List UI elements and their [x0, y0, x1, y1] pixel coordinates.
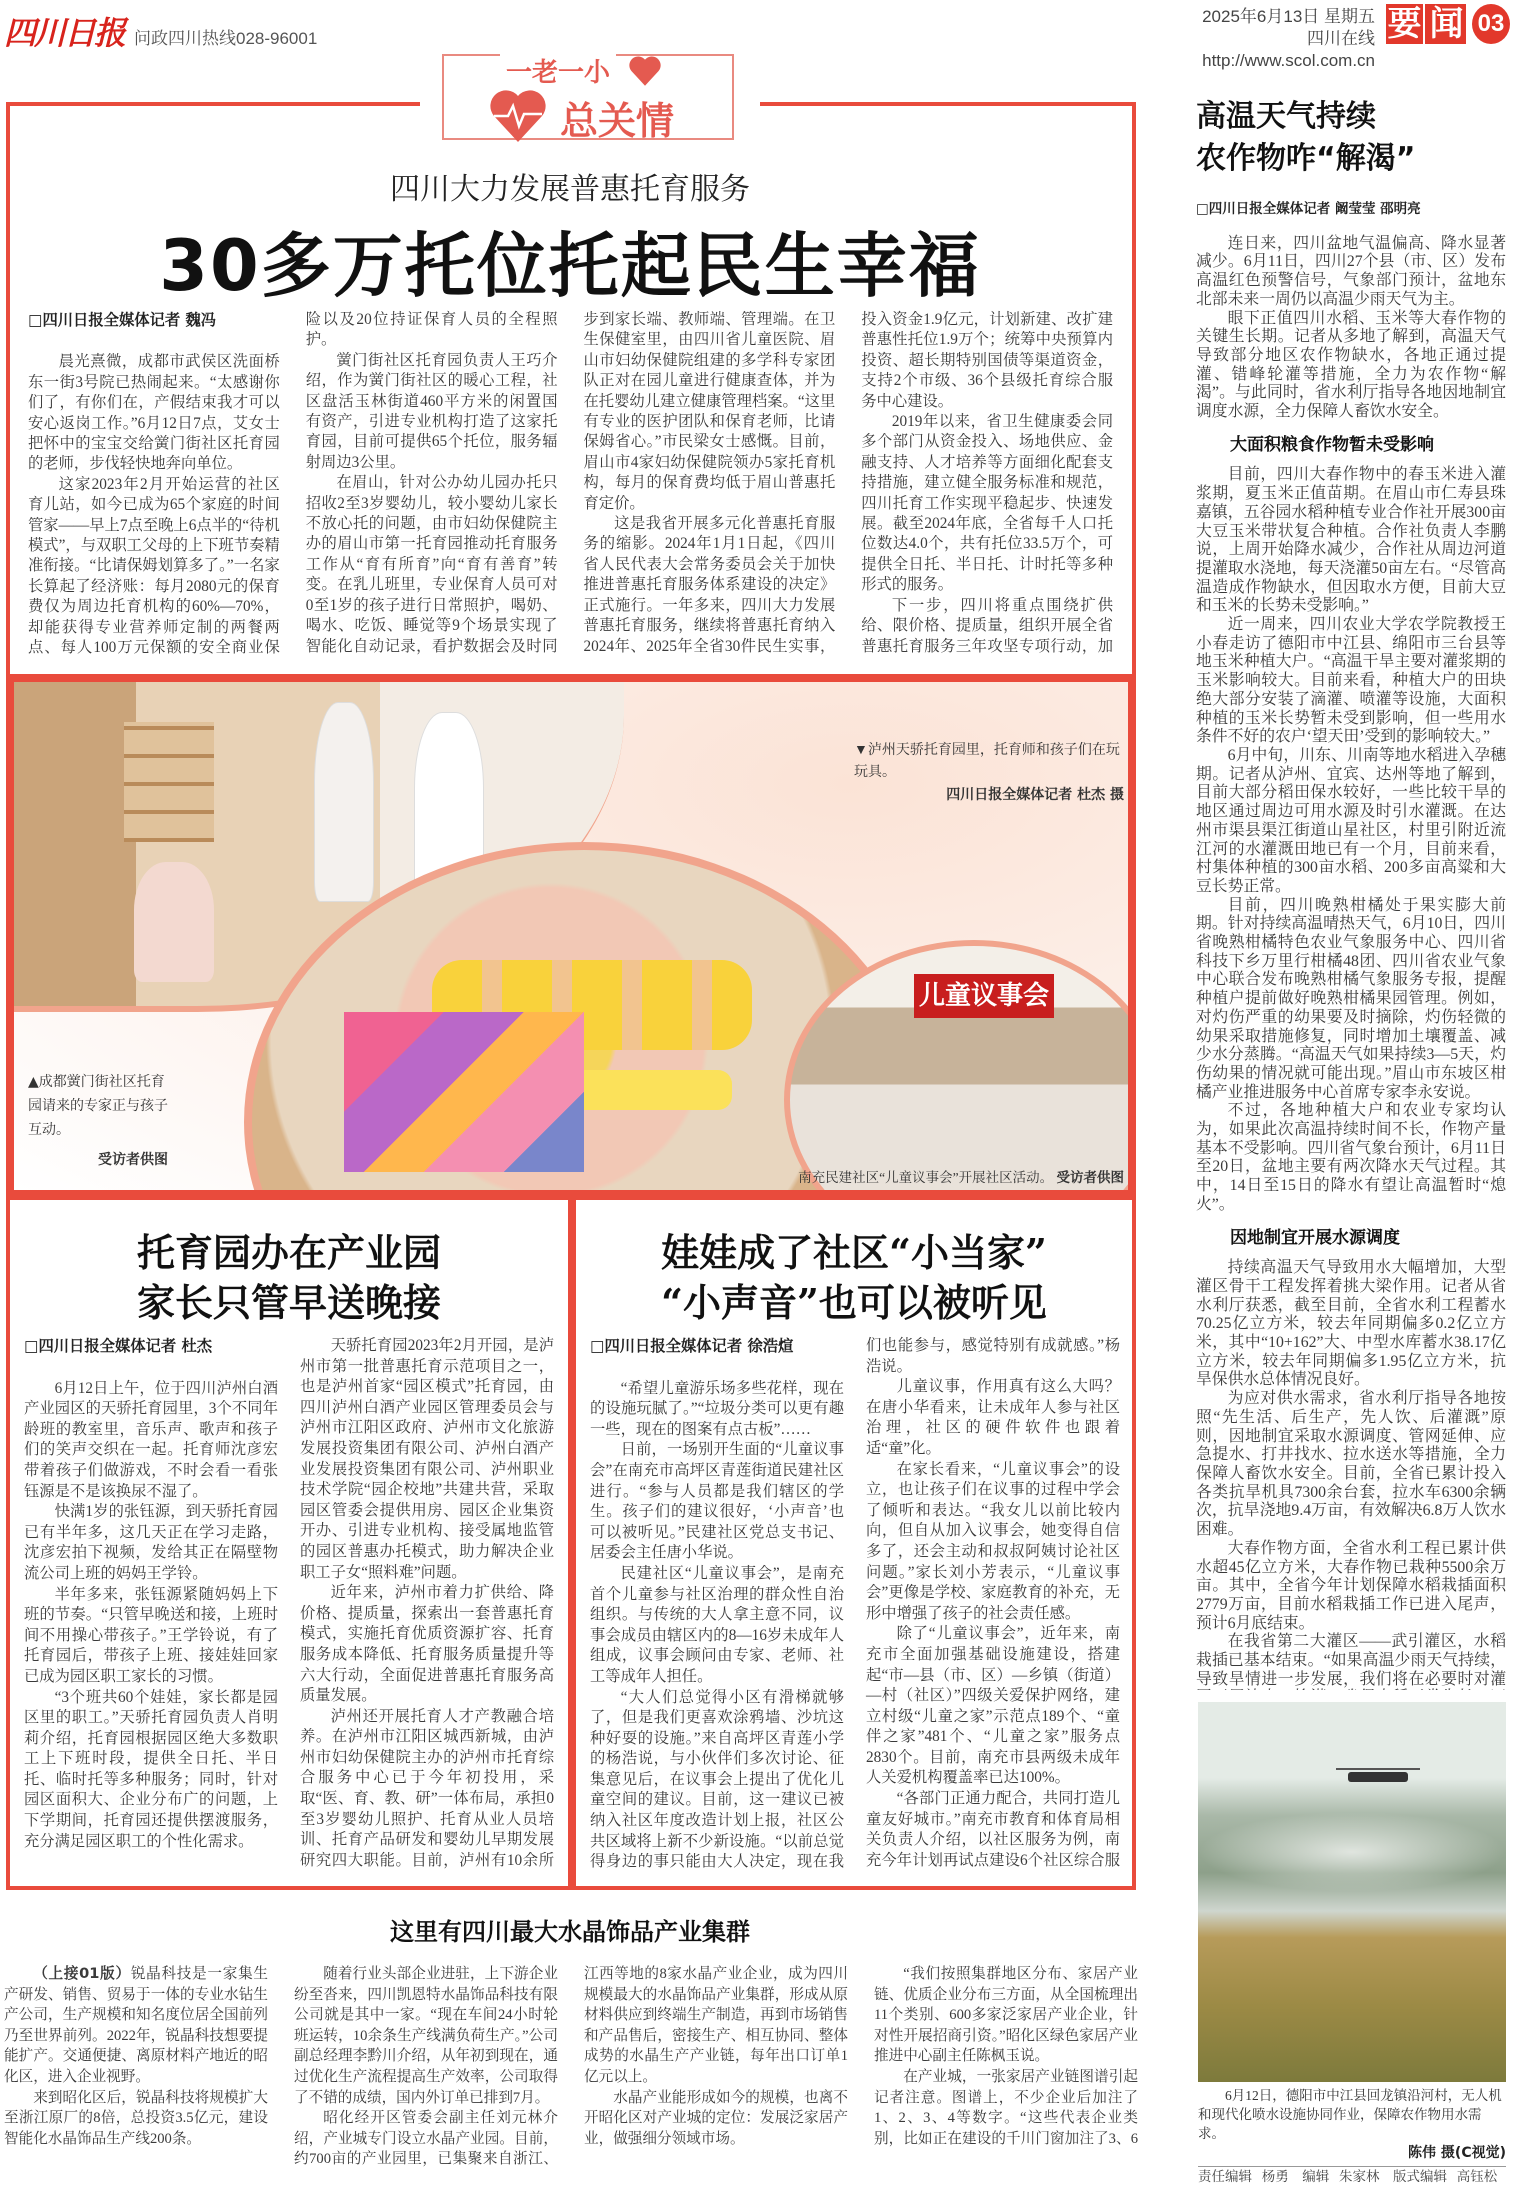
paragraph: 这家2023年2月开始运营的社区育儿站，如今已成为65个家庭的时间管家——早上7点至晚上6点半的“待机模式”，与双职工父母的上下班节奏精准衔接。“比请保姆划算多了。”一名家长算起了经济账：每月2080元的保育费仅为周边托育机构的60%—70%，却能获得专业营养师定制的两餐两点、每人100万元保额的安全商业保险以及20位持证保育人员的全程照护。	[28, 311, 558, 657]
paragraph: 来到昭化区后，锐晶科技将规模扩大至浙江原厂的8倍，总投资3.5亿元，建设智能化水晶饰品生产线200条。	[4, 2089, 268, 2147]
paragraph: “我们按照集群地区分布、家居产业链、优质企业分布三方面，从全国梳理出11个类别、600多家泛家居产业企业，针对性开展招商引资。”昭化区绿色家居产业推进中心副主任陈枫玉说。	[874, 1966, 1138, 2065]
sidebar-body	[1196, 200, 1506, 1690]
photo-caption-left	[28, 1070, 168, 1172]
paragraph-list	[28, 310, 1113, 674]
paragraph: “大人们总觉得小区有滑梯就够了，但是我们更喜欢涂鸦墙、沙坑这种好耍的设施。”来自高坪区青莲小学的杨浩说，与小伙伴们多次讨论、征集意见后，在议事会上提出了优化儿童空间的建议。目前，这一建议已被纳入社区年度改造计划上报，社区公共区域将上新不少新设施。“以前总觉得身边的事只能由大人决定，现在我们也能参与，感觉特别有成就感。”杨浩说。	[590, 1337, 1120, 1871]
paragraph: 晨光熹微，成都市武侯区洗面桥东一街3号院已热闹起来。“太感谢你们了，有你们在，产假结束我才可以安心返岗工作。”6月12日7点，艾女士把怀中的宝宝交给黉门街社区托育园的老师，步伐轻快地奔向单位。	[28, 353, 280, 473]
story-headline	[10, 1228, 568, 1328]
sidebar-photo-caption: 6月12日，德阳市中江县回龙镇沿河村，无人机和现代化喷水设施协同作业，保障农作物用水需求。	[1198, 2088, 1502, 2141]
paragraph: 目前，四川大春作物中的春玉米进入灌浆期，夏玉米正值苗期。在眉山市仁寿县珠嘉镇，五谷园水稻种植专业合作社开展300亩大豆玉米带状复合种植。合作社负责人李鹏说，上周开始降水减少，合作社从周边河道提灌取水浇地，每天浇灌50亩左右。“尽管高温造成作物缺水，但因取水方便，目前大豆和玉米的长势未受影响。”	[1196, 466, 1506, 615]
photo-credit: 四川日报全媒体记者 杜杰 摄	[946, 787, 1124, 803]
paragraph-list	[4, 1964, 1138, 2185]
paragraph: 民建社区“儿童议事会”，是南充首个儿童参与社区治理的群众性自治组织。与传统的大人拿主意不同，议事会成员由辖区内的8—16岁未成年人组成，议事会顾问由专家、老师、社工等成年人担任。	[590, 1564, 844, 1685]
date-text: 2025年6月13日 星期五	[1202, 7, 1375, 26]
caption-text: ▲成都黉门街社区托育园请来的专家正与孩子互动。	[28, 1074, 168, 1138]
website-link[interactable]: 四川在线http://www.scol.com.cn	[1202, 29, 1375, 70]
photo-credit: 受访者供图	[1056, 1170, 1124, 1186]
paragraph: 在产业城，一张家居产业链图谱引起记者注意。图谱上，不少企业后加注了1、2、3、4等数字。“这些代表企业类别，比如正在建设的千川门窗加注了3、6	[874, 2068, 1138, 2147]
paragraph: 天骄托育园2023年2月开园，是泸州市第一批普惠托育示范项目之一，也是泸州首家“园区模式”托育园，由四川泸州白酒产业园区管理委员会与泸州市江阳区政府、泸州市文化旅游发展投资集团有限公司、泸州白酒产业发展投资集团有限公司、泸州职业技术学院“园企校地”共建共营，采取园区管委会提供用房、园区企业集资开办、引进专业机构、接受属地监管的园区普惠办托模式，助力解决企业职工子女“照料难”问题。	[300, 1337, 554, 1581]
foam-blocks	[344, 1012, 584, 1172]
paragraph: 在家长看来，“儿童议事会”的设立，也让孩子们在议事的过程中学会了倾听和表达。“我女儿以前比较内向，但自从加入议事会，她变得自信多了，还会主动和叔叔阿姨讨论社区问题。”家长刘小芳表示，“儿童议事会”更像是学校、家庭教育的补充，无形中增强了孩子的社会责任感。	[866, 1460, 1120, 1622]
section-char: 要	[1386, 4, 1425, 44]
editors-line: 责任编辑 杨勇 编辑 朱家林 版式编辑 高钰松	[1198, 2166, 1506, 2185]
paragraph: 除了“儿童议事会”，近年来，南充市全面加强基础设施建设，搭建起“市—县（市、区）—乡镇（街道）—村（社区）”四级关爱保护网络，建立村级“儿童之家”示范点189个、“童伴之家”481个、“儿童之家”服务点2830个。目前，南充市县两级未成年人关爱机构覆盖率已达100%。	[866, 1625, 1120, 1787]
headline-line: 农作物咋“解渴”	[1196, 141, 1416, 176]
lead-kicker: 四川大力发展普惠托育服务	[390, 172, 750, 207]
photo-credit: 受访者供图	[98, 1152, 168, 1168]
paragraph-list	[1196, 466, 1506, 1214]
byline: □四川日报全媒体记者 徐浩煊	[590, 1337, 794, 1355]
section-char: 闻	[1427, 4, 1466, 44]
sidebar-headline	[1196, 96, 1415, 180]
paragraph: 目前，四川晚熟柑橘处于果实膨大前期。针对持续高温晴热天气，6月10日，四川省晚熟柑橘特色农业气象服务中心、四川省科技下乡万里行柑橘48团、四川省农业气象中心联合发布晚熟柑橘气象服务专报，提醒种植户提前做好晚熟柑橘果园管理。例如，对灼伤严重的幼果要及时摘除，灼伤轻微的幼果采取措施修复，同时增加土壤覆盖、减少水分蒸腾。“高温天气如果持续3—5天，灼伤幼果的情况就可能出现。”眉山市东坡区柑橘产业推进服务中心首席专家李永安说。	[1196, 896, 1506, 1101]
paragraph: 大春作物方面，全省水利工程已累计供水超45亿立方米，大春作物已栽种5500余万亩。其中，全省今年计划保障水稻栽插面积2779万亩，目前水稻栽插工作已进入尾声，预计6月底结束。	[1196, 1539, 1506, 1632]
byline: □四川日报全媒体记者 阚莹莹 邵明亮	[1196, 201, 1421, 217]
page-number: 03	[1472, 4, 1510, 44]
mist	[1198, 1812, 1506, 1892]
paragraph-list	[1196, 1259, 1506, 1690]
story-body	[590, 1336, 1120, 1876]
story-industrial-park	[6, 1196, 572, 1890]
photo-drone-irrigation	[1198, 1702, 1506, 2082]
subhead: 因地制宜开展水源调度	[1230, 1227, 1400, 1248]
paragraph: 6月中旬，川东、川南等地水稻进入孕穗期。记者从泸州、宜宾、达州等地了解到，目前大部分稻田保水较好，一些比较干旱的地区通过周边可用水源及时引水灌溉。在达州市渠县渠江街道山星社区，村里引附近流江河的水灌溉田地已有一个月，目前来看，村集体种植的300亩水稻、200多亩高粱和大豆长势正常。	[1196, 746, 1506, 895]
badge-top-text: 一老一小	[500, 52, 616, 89]
headline-line: 托育园办在产业园	[136, 1230, 441, 1275]
paragraph-list	[24, 1336, 554, 1876]
paragraph-list	[1196, 235, 1506, 422]
paragraph: 随着行业头部企业进驻，上下游企业纷至沓来，四川凯恩特水晶饰品科技有限公司就是其中一家。“现在车间24小时轮班运转，10余条生产线满负荷生产。”公司副总经理李黔川介绍，从年初到现在，通过优化生产流程提高生产效率，公司取得了不错的成绩，国内外订单已排到7月。	[294, 1966, 558, 2106]
small-heart-icon	[628, 54, 662, 88]
paragraph: 下一步，四川将重点围绕扩供给、限价格、提质量，组织开展全省普惠托育服务三年攻坚专项行动，加	[861, 596, 1113, 655]
paragraph: 2019年以来，省卫生健康委会同多个部门从资金投入、场地供应、金融支持、人才培养等方面细化配套支持措施，建立健全服务标准和规范，四川托育工作实现平稳起步、快速发展。截至2024年底，全省每千人口托位数达4.0个，共有托位33.5万个，可提供全日托、半日托、计时托等多种形式的服务。	[861, 413, 1113, 594]
paragraph: 在我省第二大灌区——武引灌区，水稻栽插已基本结束。“如果高温少雨天气持续，导致旱情进一步发展，我们将在必要时对灌	[1196, 1633, 1506, 1688]
heart-pulse-icon	[488, 86, 548, 146]
paragraph: 6月12日上午，位于四川泸州白酒产业园区的天骄托育园里，3个不同年龄班的教室里，音乐声、歌声和孩子们的笑声交织在一起。托育师沈彦宏带着孩子们做游戏，不时会看一看张钰源是不是该换尿不湿了。	[24, 1379, 278, 1500]
headline-line: 家长只管早送晚接	[136, 1280, 441, 1325]
paragraph: 近一周来，四川农业大学农学院教授王小春走访了德阳市中江县、绵阳市三台县等地玉米种植大户。“高温干旱主要对灌浆期的玉米影响较大。目前来看，种植大户的田块绝大部分安装了滴灌、喷灌等设施，大面积种植的玉米长势暂未受到影响，但一些用水条件不好的农户‘望天田’受到的影响较大。”	[1196, 616, 1506, 746]
paragraph: 日前，一场别开生面的“儿童议事会”在南充市高坪区青莲街道民建社区进行。“参与人员都是我们辖区的学生。孩子们的建议很好，‘小声音’也可以被听见。”民建社区党总支书记、居委会主任唐小华说。	[590, 1441, 844, 1562]
paragraph: 黉门街社区托育园负责人王巧介绍，作为黉门街社区的暖心工程，社区盘活玉林街道460平方米的闲置国有资产，引进专业机构打造了这家托育园，目前可提供65个托位，服务辐射周边3公里。	[305, 351, 558, 471]
council-sign: 儿童议事会	[914, 974, 1054, 1018]
paragraph: 近年来，泸州市着力扩供给、降价格、提质量，探索出一套普惠托育模式，实施托育优质资源扩容、托育服务成本降低、托育服务质量提升等六大行动，全面促进普惠托育服务高质量发展。	[300, 1584, 554, 1705]
paragraph: 儿童议事，作用真有这么大吗？在唐小华看来，让未成年人参与社区治理，社区的硬件软件也跟着适“童”化。	[866, 1378, 1120, 1457]
shelf	[124, 722, 214, 842]
badge-main-text: 总关情	[560, 99, 675, 143]
paragraph: 昭化经开区管委会副主任刘元林介绍，产业城专门设立水晶产业园。目前，约700亩的产业园里，已集聚来自浙江、江西等地的8家水晶产业企业，成为四川规模最大的水晶饰品产业集群，形成从原材料供应到终端生产制造，再到市场销售和产品售后，密接生产、相互协同、整体成势的水晶生产产业链，每年出口订单1亿元以上。	[294, 1966, 848, 2168]
paragraph: 连日来，四川盆地气温偏高、降水显著减少。6月11日，四川27个县（市、区）发布高温红色预警信号，气象部门预计，盆地东北部未来一周仍以高温少雨天气为主。	[1196, 234, 1506, 308]
caption-text: 南充民建社区“儿童议事会”开展社区活动。	[798, 1170, 1054, 1185]
paragraph: 泸州还开展托育人才产教融合培养。在泸州市江阳区城西新城，由泸州市妇幼保健院主办的泸州市托育综合服务中心已于今年初投用，采取“医、育、教、研”一体布局，承担0至3岁婴幼儿照护、托育从业人员培训、托育产品研发和婴幼儿早期发展研究四大职能。目前，泸州有10余所	[300, 1707, 554, 1869]
byline: □四川日报全媒体记者 杜杰	[24, 1337, 213, 1355]
continued-from-tag: （上接01版）	[33, 1965, 131, 1982]
photo-caption-bottom-right	[774, 1166, 1124, 1186]
story-headline	[576, 1228, 1132, 1328]
byline: □四川日报全媒体记者 魏冯	[28, 311, 217, 329]
hotline: 问政四川热线028-96001	[134, 29, 318, 48]
person	[314, 702, 374, 902]
paragraph-list	[590, 1336, 1120, 1876]
sidebar-photo-credit: 陈伟 摄(C视觉)	[1408, 2145, 1506, 2161]
paragraph: 不过，各地种植大户和农业专家均认为，如果此次高温持续时间不长，作物产量基本不受影响。四川省气象台预计，6月11日至20日，盆地主要有两次降水天气过程。其中，14日至15日的降水有望让高温暂时“熄火”。	[1196, 1102, 1506, 1213]
paragraph: “希望儿童游乐场多些花样，现在的设施玩腻了。”“垃圾分类可以更有趣一些，现在的图案有点古板”……	[590, 1379, 844, 1438]
paragraph: 半年多来，张钰源紧随妈妈上下班的节奏。“只管早晚送和接，上班时间不用操心带孩子。”王学铃说，有了托育园后，带孩子上班、接娃娃回家已成为园区职工家长的习惯。	[24, 1585, 278, 1685]
issue-date	[1160, 6, 1375, 72]
headline-line: 高温天气持续	[1196, 99, 1376, 134]
paragraph: 快满1岁的张钰源，到天骄托育园已有半年多，这几天正在学习走路，沈彦宏拍下视频，发给其正在隔壁物流公司上班的妈妈王学铃。	[24, 1503, 278, 1582]
person	[134, 862, 214, 982]
caption-text: ▼泸州天骄托育园里，托育师和孩子们在玩玩具。	[854, 743, 1120, 780]
paragraph: 在眉山，针对公办幼儿园办托只招收2至3岁婴幼儿，较小婴幼儿家长不放心托的问题，由市妇幼保健院主办的眉山市第一托育园推动托育服务工作从“育有所育”向“育有善育”转变。在乳儿班里，专业保育人员可对0至1岁的孩子进行日常照护，喝奶、喝水、吃饭、睡觉等9个场景实现了智能化自动记录，看护数据会及时同步到家长端、教师端、管理端。在卫生保健室里，由四川省儿童医院、眉山市妇幼保健院组建的多学科专家团队正对在园儿童进行健康查体，并为在托婴幼儿建立健康管理档案。“这里有专业的医护团队和保育老师，比请保姆省心。”市民梁女士感慨。目前，眉山市4家妇幼保健院领办5家托育机构，每月的保育费均低于眉山普惠托育定价。	[305, 311, 836, 655]
headline-line: 娃娃成了社区“小当家”	[661, 1230, 1047, 1275]
drone	[1348, 1772, 1408, 1782]
paragraph: 持续高温天气导致用水大幅增加，大型灌区骨干工程发挥着挑大梁作用。记者从省水利厅获悉，截至目前，全省水利工程蓄水70.25亿立方米，较去年同期偏多0.2亿立方米，其中“10+162”大、中型水库蓄水38.17亿立方米，较去年同期偏多1.95亿立方米，抗旱保供水总体情况良好。	[1196, 1259, 1506, 1389]
paragraph: 为应对供水需求，省水利厅指导各地按照“先生活、后生产，先人饮、后灌溉”原则，因地制宜采取水源调度、管网延伸、应急提水、打井找水、拉水送水等措施，全力保障人畜饮水安全。目前，全省已累计投入各类抗旱机具7300余台套，拉水车6300余辆次，抗旱浇地9.4万亩，有效解决6.8万人饮水困难。	[1196, 1390, 1506, 1539]
photo-caption-top-right	[854, 740, 1124, 806]
bottom-story-headline: 这里有四川最大水晶饰品产业集群	[390, 1918, 750, 1946]
paragraph: “3个班共60个娃娃，家长都是园区里的职工。”天骄托育园负责人肖明莉介绍，托育园根据园区绝大多数职工上下班时段，提供全日托、半日托、临时托等多种服务；同时，针对园区面积大、企业分布广的问题，上下学期间，托育园还提供摆渡服务，充分满足园区职工的个性化需求。	[24, 1688, 278, 1850]
lead-headline: 30多万托位托起民生幸福	[159, 225, 981, 307]
lead-article-body	[28, 310, 1113, 674]
paragraph: （上接01版）锐晶科技是一家集生产研发、销售、贸易于一体的专业水钻生产公司，生产规模和知名度位居全国前列乃至世界前列。2022年，锐晶科技想要提能扩产。交通便捷、离原材料产地近的昭化区，进入企业视野。	[4, 1965, 268, 2085]
subhead: 大面积粮食作物暂未受影响	[1230, 434, 1434, 455]
paragraph: 水晶产业能形成如今的规模，也离不开昭化区对产业城的定位：发展泛家居产业，做强细分领域市场。	[584, 2089, 848, 2147]
newspaper-logo: 四川日报	[4, 14, 125, 52]
bottom-story-body	[4, 1964, 1138, 2185]
paragraph: 这是我省开展多元化普惠托育服务的缩影。2024年1月1日起，《四川省人民代表大会常务委员会关于加快推进普惠托育服务体系建设的决定》正式施行。一年多来，四川大力发展普惠托育服务，继续将普惠托育纳入2024年、2025年全省30件民生实事，投入资金1.9亿元，计划新建、改扩建普惠性托位1.9万个；统筹中央预算内投资、超长期特别国债等渠道资金，支持2个市级、36个县级托育综合服务中心建设。	[583, 311, 1113, 655]
section-label	[1386, 4, 1466, 44]
story-children-council	[572, 1196, 1136, 1890]
paragraph: 眼下正值四川水稻、玉米等大春作物的关键生长期。记者从多地了解到，高温天气导致部分地区农作物缺水，各地正通过提灌、错峰轮灌等措施，全力为农作物“解渴”。与此同时，省水利厅指导各地因地制宜调度水源，全力保障人畜饮水安全。	[1196, 309, 1506, 421]
photo-collage	[6, 674, 1136, 1198]
headline-line: “小声音”也可以被听见	[661, 1280, 1047, 1325]
story-body	[24, 1336, 554, 1876]
paragraph: “各部门正通力配合，共同打造儿童友好城市。”南充市教育和体育局相关负责人介绍，以社区服务为例，南充今年计划再试点建设6个社区综合服	[866, 1790, 1120, 1869]
